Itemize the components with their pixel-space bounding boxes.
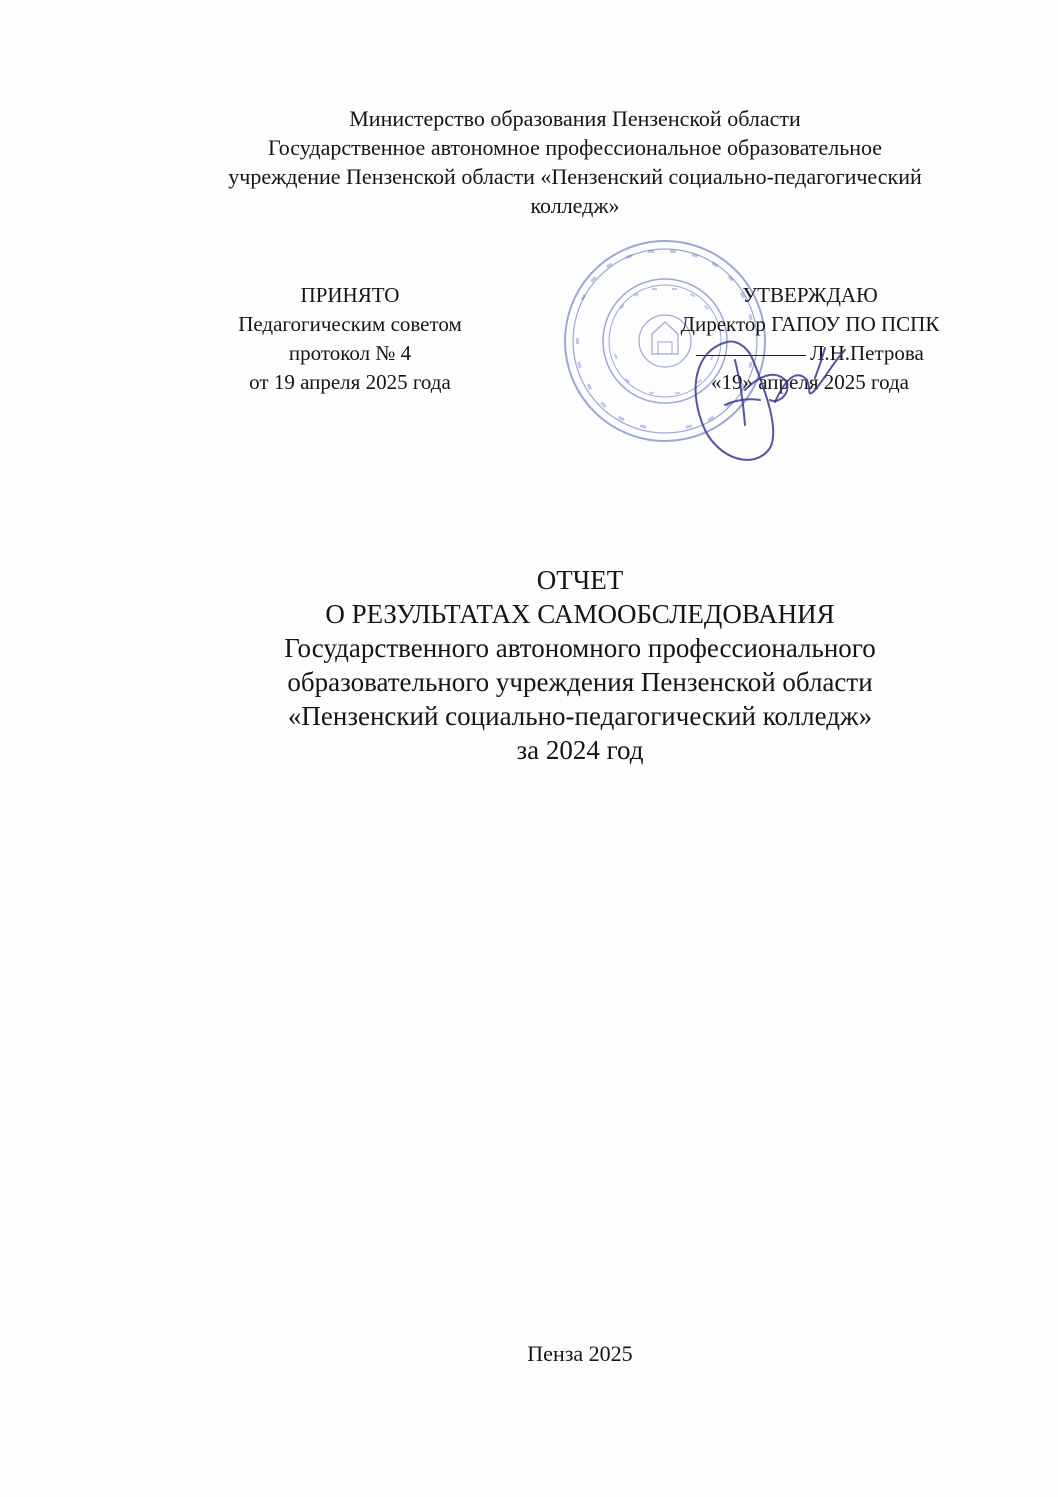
report-line-4: за 2024 год (516, 735, 644, 765)
report-subtitle: О РЕЗУЛЬТАТАХ САМООБСЛЕДОВАНИЯ (325, 599, 835, 629)
report-title-block (130, 563, 1030, 767)
accepted-line-3: от 19 апреля 2025 года (249, 370, 451, 394)
header-line-1: Министерство образования Пензенской области (349, 106, 801, 131)
approved-date: «19» апреля 2025 года (711, 370, 909, 394)
report-line-3: «Пензенский социально-педагогический колледж» (287, 701, 873, 731)
header-line-2: Государственное автономное профессиональное образовательное (267, 135, 883, 160)
accepted-line-1: Педагогическим советом (238, 312, 462, 336)
report-line-1: Государственного автономного профессионального (284, 633, 876, 663)
report-title: ОТЧЕТ (536, 565, 624, 595)
city-year: Пенза 2025 (527, 1341, 633, 1366)
approved-signer: Л.Н.Петрова (810, 341, 924, 365)
approved-title: УТВЕРЖДАЮ (742, 283, 878, 307)
approved-signature-row (640, 339, 980, 368)
accepted-block (200, 281, 500, 397)
accepted-line-2: протокол № 4 (288, 341, 412, 365)
report-line-2: образовательного учреждения Пензенской области (287, 667, 873, 697)
signature-line (696, 355, 806, 356)
header-line-3: учреждение Пензенской области «Пензенский социально-педагогический (228, 164, 922, 189)
ministry-header (150, 104, 1000, 220)
approved-block (640, 281, 980, 397)
approved-line-1: Директор ГАПОУ ПО ПСПК (680, 312, 940, 336)
header-line-4: колледж» (530, 193, 620, 218)
accepted-title: ПРИНЯТО (300, 283, 400, 307)
